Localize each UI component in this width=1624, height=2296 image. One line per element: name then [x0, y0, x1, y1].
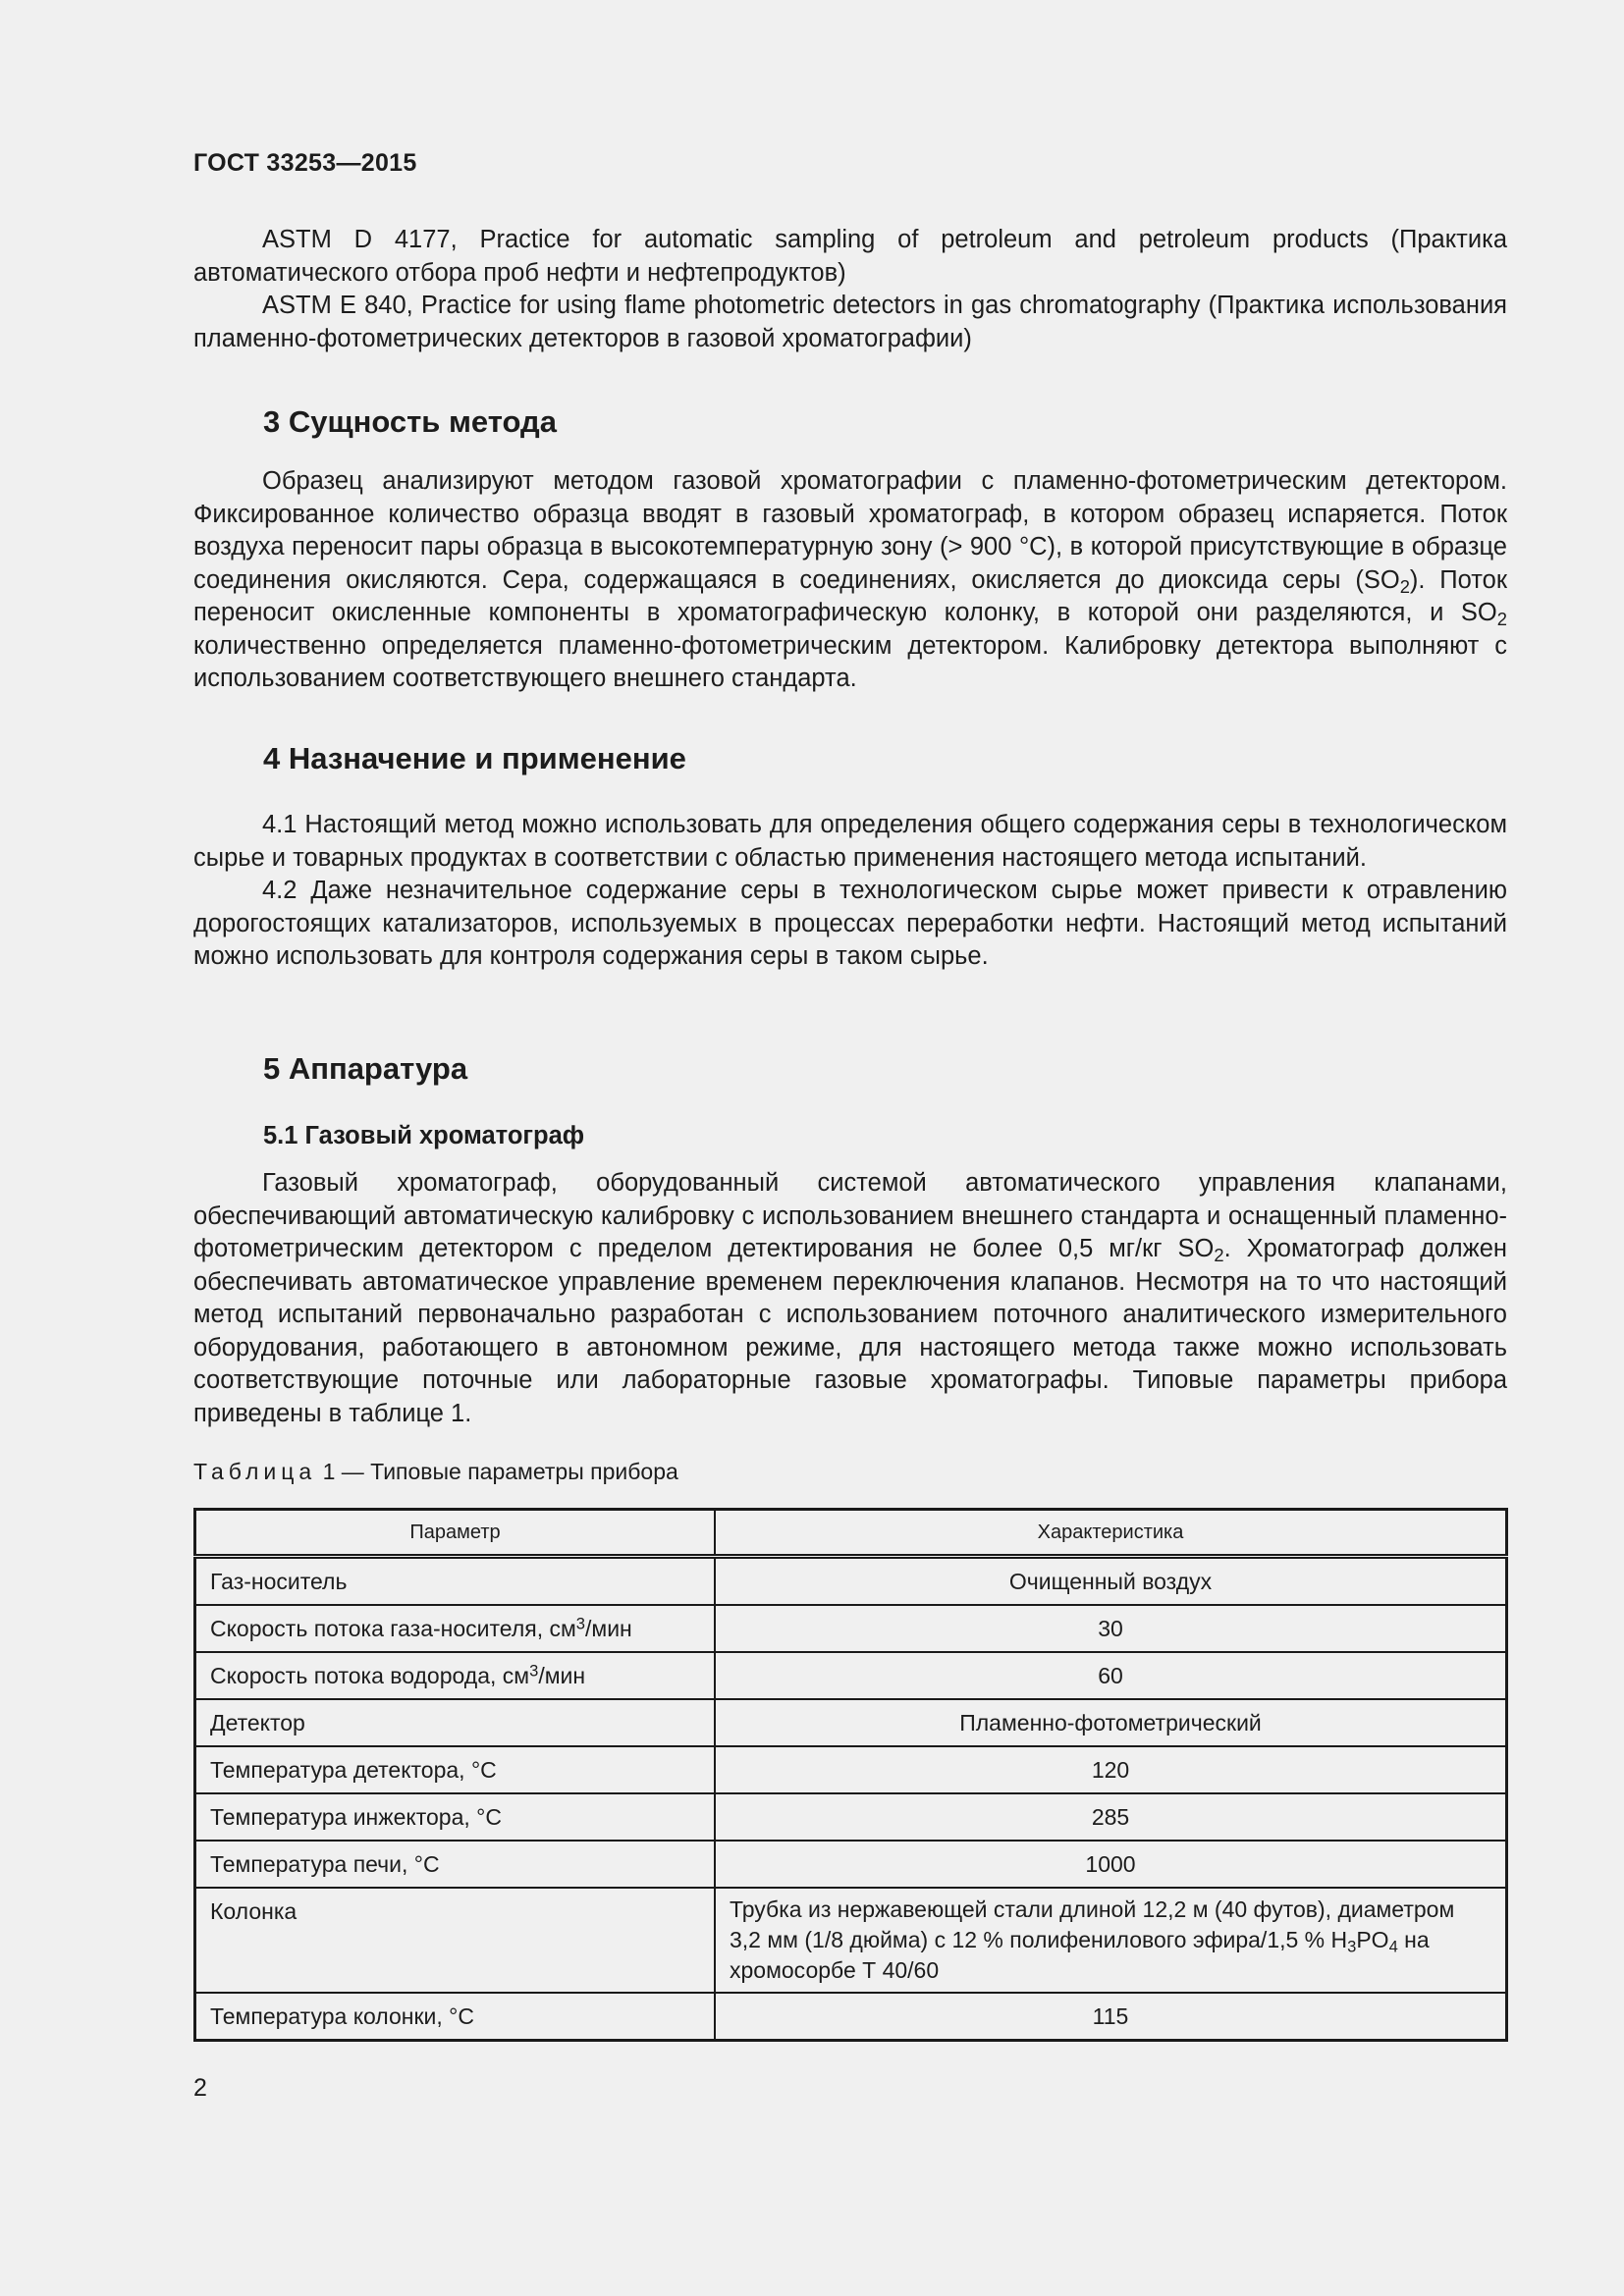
section-4-body — [193, 809, 1507, 974]
param-cell: Газ-носитель — [195, 1557, 716, 1606]
value-cell: 30 — [715, 1605, 1507, 1652]
table-header-row — [195, 1510, 1507, 1557]
table-row — [195, 1699, 1507, 1746]
value-cell: Трубка из нержавеющей стали длиной 12,2 м (40 футов), диаметром 3,2 мм (1/8 дюйма) с 12 % полифенилового эфира/1,5 % $H_3PO_4$ на хромосорбе Т 40/60 — [715, 1888, 1507, 1993]
param-cell: Температура инжектора, °С — [195, 1793, 716, 1841]
value-cell: Пламенно-фотометрический — [715, 1699, 1507, 1746]
table-row — [195, 1557, 1507, 1606]
value-cell: Очищенный воздух — [715, 1557, 1507, 1606]
section-3-body — [193, 465, 1507, 696]
param-cell: Температура печи, °С — [195, 1841, 716, 1888]
table-row — [195, 1605, 1507, 1652]
param-cell: Температура колонки, °С — [195, 1993, 716, 2041]
section-5-title: 5 Аппаратура — [263, 1051, 468, 1086]
table-row — [195, 1652, 1507, 1699]
normative-references — [193, 224, 1507, 355]
value-cell: 115 — [715, 1993, 1507, 2041]
table-row — [195, 1793, 1507, 1841]
clause-5-1-body — [193, 1167, 1507, 1430]
section-3-title: 3 Сущность метода — [263, 404, 557, 439]
reference-astm-d4177: ASTM D 4177, Practice for automatic sampling of petroleum and petroleum products (Практика автоматического отбора проб нефти и нефтепродуктов) — [193, 226, 1507, 287]
section-4-title: 4 Назначение и применение — [263, 741, 686, 775]
table-row — [195, 1746, 1507, 1793]
table-row — [195, 1993, 1507, 2041]
param-cell: Колонка — [195, 1888, 716, 1993]
clause-4-2: 4.2 Даже незначительное содержание серы в технологическом сырье может привести к отравлению дорогостоящих катализаторов, используемых в процессах переработки нефти. Настоящий метод испытаний можно использовать для контроля содержания серы в таком сырье. — [193, 877, 1507, 970]
instrument-parameters-table — [193, 1508, 1508, 2042]
param-cell: Скорость потока газа-носителя, $см^3$/мин — [195, 1605, 716, 1652]
table-caption: Таблица 1 — Типовые параметры прибора — [193, 1459, 678, 1484]
column-header-characteristic: Характеристика — [715, 1510, 1507, 1557]
table-row — [195, 1841, 1507, 1888]
section-3-paragraph: Образец анализируют методом газовой хроматографии с пламенно-фотометрическим детектором. Фиксированное количество образца вводят в газовый хроматограф, в котором образец испаряется. Поток воздуха переносит пары образца в высокотемпературную зону (> 900 °С), в которой присутствующие в образце соединения окисляются. Сера, содержащаяся в соединениях, окисляется до диоксида серы $(SO_2)$. Поток переносит окисленные компоненты в хроматографическую колонку, в которой они разделяются, и $SO_2$ количественно определяется пламенно-фотометрическим детектором. Калибровку детектора выполняют с использованием соответствующего внешнего стандарта. — [193, 467, 1507, 692]
table-row — [195, 1888, 1507, 1993]
value-cell: 285 — [715, 1793, 1507, 1841]
value-cell: 120 — [715, 1746, 1507, 1793]
page-number: 2 — [193, 2074, 207, 2102]
standard-code: ГОСТ 33253—2015 — [193, 149, 417, 177]
clause-5-1-paragraph: Газовый хроматограф, оборудованный системой автоматического управления клапанами, обеспечивающий автоматическую калибровку с использованием внешнего стандарта и оснащенный пламенно-фотометрическим детектором с пределом детектирования не более 0,5 мг/кг $SO_2$. Хроматограф должен обеспечивать автоматическое управление временем переключения клапанов. Несмотря на то что настоящий метод испытаний первоначально разработан с использованием поточного аналитического измерительного оборудования, работающего в автономном режиме, для настоящего метода также можно использовать соответствующие поточные или лабораторные газовые хроматографы. Типовые параметры прибора приведены в таблице 1. — [193, 1169, 1507, 1427]
column-header-parameter: Параметр — [195, 1510, 716, 1557]
clause-4-1: 4.1 Настоящий метод можно использовать для определения общего содержания серы в технологическом сырье и товарных продуктах в соответствии с областью применения настоящего метода испытаний. — [193, 811, 1507, 872]
value-cell: 60 — [715, 1652, 1507, 1699]
param-cell: Детектор — [195, 1699, 716, 1746]
value-cell: 1000 — [715, 1841, 1507, 1888]
clause-5-1-title: 5.1 Газовый хроматограф — [263, 1122, 585, 1149]
reference-astm-e840: ASTM E 840, Practice for using flame photometric detectors in gas chromatography (Практика использования пламенно-фотометрических детекторов в газовой хроматографии) — [193, 292, 1507, 352]
param-cell: Скорость потока водорода, $см^3$/мин — [195, 1652, 716, 1699]
param-cell: Температура детектора, °С — [195, 1746, 716, 1793]
